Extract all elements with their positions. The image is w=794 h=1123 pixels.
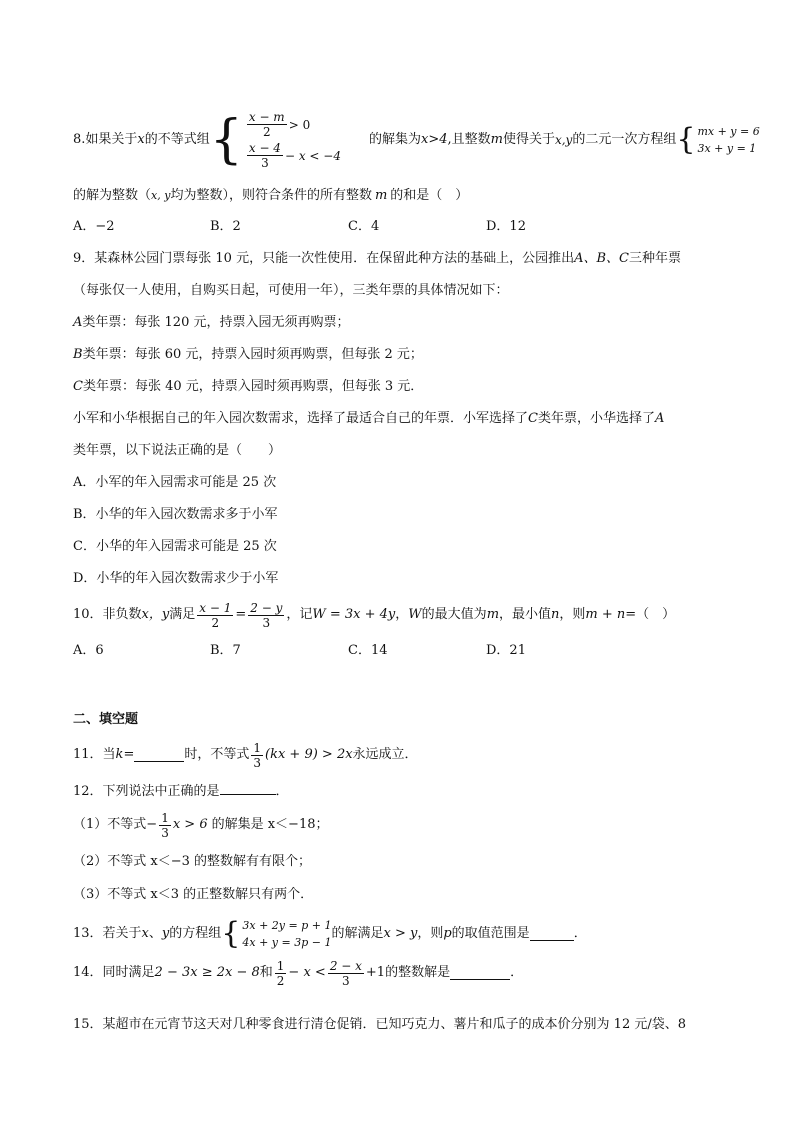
q8-eq2: 3x + y = 1 xyxy=(697,142,757,155)
q8-text: 的二元一次方程组 xyxy=(572,132,677,147)
q9-abc: A、B、C xyxy=(574,251,629,266)
q14-text: 和 xyxy=(259,965,273,980)
q8-ineq1-rhs: > 0 xyxy=(288,117,311,132)
q14-expression: +1 xyxy=(365,965,386,980)
q9-option-b[interactable]: B．小华的年入园次数需求多于小军 xyxy=(73,507,278,522)
q9-option-a[interactable]: A．小军的年入园需求可能是 25 次 xyxy=(73,475,277,490)
q13-var-y: y xyxy=(161,926,170,941)
q10-var-m: m xyxy=(486,607,500,622)
section-title: 二、填空题 xyxy=(73,712,139,727)
question-9-line-1 xyxy=(73,250,681,268)
q12-text: ． xyxy=(275,784,289,799)
q13-equation-system xyxy=(221,917,331,951)
q10-frac1-denominator: 2 xyxy=(211,615,220,630)
q10-text: =（ ） xyxy=(625,607,676,622)
q9-text: 类年票，小华选择了 xyxy=(537,411,655,426)
q8-text: 8.如果关于 xyxy=(73,132,138,147)
q12-frac-numerator: 1 xyxy=(161,810,169,825)
q9-var-c: C xyxy=(73,379,83,394)
q9-type-c xyxy=(73,378,423,396)
question-8-line-1 xyxy=(73,100,760,180)
q10-vars: x，y xyxy=(141,607,170,622)
q13-text: 13．若关于 xyxy=(73,926,142,941)
answer-blank[interactable] xyxy=(450,967,510,980)
q8-option-a[interactable]: A．−2 xyxy=(73,219,115,234)
q12-frac-denominator: 3 xyxy=(161,825,169,840)
q10-equals: = xyxy=(235,607,247,622)
q9-text: 小军和小华根据自己的年入园次数需求，选择了最适合自己的年票．小军选择了 xyxy=(73,411,529,426)
q12-minus: − xyxy=(146,817,158,832)
q9-text: 类年票：每张 40 元，持票入园时须再购票，但每张 3 元． xyxy=(82,379,424,394)
q13-condition: x > y xyxy=(383,926,418,941)
q8-vars-xy: x,y xyxy=(554,133,573,147)
q14-expression: − x < xyxy=(288,965,326,980)
q14-inequality-1: 2 − 3x ≥ 2x − 8 xyxy=(154,965,260,980)
q10-option-b[interactable]: B．7 xyxy=(210,643,241,658)
q8-text: 均为整数），则符合条件的所有整数 xyxy=(170,188,372,203)
q10-text: 满足 xyxy=(169,607,196,622)
q9-var-c: C xyxy=(528,411,538,426)
q10-text: 10．非负数 xyxy=(73,607,142,622)
q14-frac2-denominator: 3 xyxy=(342,973,350,988)
q10-text: ， xyxy=(395,607,409,622)
q12-item-2: （2）不等式 x＜−3 的整数解有有限个； xyxy=(73,854,312,869)
q9-text: 类年票：每张 120 元，持票入园无须再购票； xyxy=(82,315,350,330)
q8-ineq1-denominator: 2 xyxy=(262,125,271,139)
q8-option-b[interactable]: B．2 xyxy=(210,219,241,234)
q8-text: 的解为整数（ xyxy=(73,188,152,203)
question-13 xyxy=(73,914,587,954)
q9-text: 9．某森林公园门票每张 10 元，只能一次性使用．在保留此种方法的基础上，公园推出 xyxy=(73,251,575,266)
q8-text: 使得关于 xyxy=(502,132,555,147)
question-15-line-1: 15．某超市在元宵节这天对几种零食进行清仓促销．已知巧克力、薯片和瓜子的成本价分别为 12 元/袋、8 xyxy=(73,1017,687,1032)
q8-equation-system xyxy=(676,123,759,157)
q13-text: 、 xyxy=(148,926,162,941)
left-brace: { xyxy=(676,122,696,157)
q11-text: 时，不等式 xyxy=(184,747,250,762)
q8-solution: x>4 xyxy=(420,132,448,147)
q8-option-c[interactable]: C．4 xyxy=(348,219,380,234)
q12-text: （1）不等式 xyxy=(73,817,147,832)
question-9-line-6 xyxy=(73,410,664,428)
q9-type-a xyxy=(73,314,349,332)
q12-item-1 xyxy=(73,808,329,842)
q11-text: 11．当 xyxy=(73,747,116,762)
q8-ineq2-numerator: x − 4 xyxy=(248,141,281,155)
q8-vars: x, y xyxy=(151,189,171,202)
q10-text: ，记 xyxy=(286,607,313,622)
q10-option-c[interactable]: C．14 xyxy=(348,643,388,658)
q10-frac1-numerator: x − 1 xyxy=(199,600,232,615)
q13-text: 的取值范围是 xyxy=(451,926,530,941)
q13-text: ，则 xyxy=(417,926,444,941)
q10-var-n: n xyxy=(551,607,560,622)
answer-blank[interactable] xyxy=(530,928,574,941)
q8-option-d[interactable]: D．12 xyxy=(486,219,526,234)
q12-expression: x > 6 xyxy=(172,817,208,832)
q10-sum-mn: m + n xyxy=(585,607,626,622)
q8-text: 的不等式组 xyxy=(144,132,210,147)
q8-ineq2-denominator: 3 xyxy=(261,156,269,170)
question-12-line-1 xyxy=(73,782,289,801)
q13-text: 的方程组 xyxy=(169,926,222,941)
q14-text: 14．同时满足 xyxy=(73,965,155,980)
q9-var-b: B xyxy=(73,347,83,362)
q8-var-m: m xyxy=(374,188,388,203)
q8-inequality-system xyxy=(210,110,341,170)
q13-var-x: x xyxy=(141,926,149,941)
q13-eq2: 4x + y = 3p − 1 xyxy=(242,936,332,949)
q9-option-c[interactable]: C．小华的年入园需求可能是 25 次 xyxy=(73,539,277,554)
left-brace: { xyxy=(209,110,243,170)
q14-text: 的整数解是 xyxy=(385,965,451,980)
q11-var-k: k xyxy=(115,747,124,762)
q10-text: ，最小值 xyxy=(499,607,552,622)
question-9-line-2: （每张仅一人使用，自购买日起，可使用一年），三类年票的具体情况如下： xyxy=(73,283,509,298)
q12-text: 的解集是 x＜−18； xyxy=(211,817,329,832)
q13-eq1: 3x + 2y = p + 1 xyxy=(242,919,332,932)
q8-eq1: mx + y = 6 xyxy=(697,125,760,138)
q14-frac1-numerator: 1 xyxy=(276,958,285,973)
q10-option-a[interactable]: A．6 xyxy=(73,643,104,658)
q11-text: 永远成立． xyxy=(352,747,418,762)
q13-text: 的解满足 xyxy=(331,926,384,941)
q8-ineq1-numerator: x − m xyxy=(248,110,285,124)
q9-option-d[interactable]: D．小华的年入园次数需求少于小军 xyxy=(73,571,279,586)
answer-blank[interactable] xyxy=(134,749,184,762)
q13-text: ． xyxy=(573,926,587,941)
q10-option-d[interactable]: D．21 xyxy=(486,643,526,658)
q10-var-w: W xyxy=(408,607,422,622)
q12-text: 12．下列说法中正确的是 xyxy=(73,784,220,799)
q9-var-a: A xyxy=(73,315,83,330)
question-8-line-2 xyxy=(73,187,468,205)
q9-var-a: A xyxy=(654,411,665,426)
left-brace: { xyxy=(221,916,241,951)
q9-type-b xyxy=(73,346,423,364)
answer-blank[interactable] xyxy=(220,782,276,795)
question-14 xyxy=(73,955,523,991)
q8-text: 的和是（ ） xyxy=(390,188,469,203)
q10-text: 的最大值为 xyxy=(421,607,487,622)
q14-frac1-denominator: 2 xyxy=(276,973,285,988)
q10-frac2-denominator: 3 xyxy=(262,615,271,630)
q9-text: 三种年票 xyxy=(628,251,681,266)
q8-ineq2-rhs: − x < −4 xyxy=(284,148,341,163)
q12-item-3: （3）不等式 x＜3 的正整数解只有两个． xyxy=(73,887,314,902)
q11-frac-numerator: 1 xyxy=(253,740,261,755)
q13-var-p: p xyxy=(443,926,452,941)
q11-equals: = xyxy=(123,747,135,762)
q8-text: ,且整数 xyxy=(447,132,491,147)
q10-w-expression: W = 3x + 4y xyxy=(312,607,396,622)
q10-frac2-numerator: 2 − y xyxy=(250,600,283,615)
q11-frac-denominator: 3 xyxy=(253,755,261,770)
question-11 xyxy=(73,738,418,772)
q8-var-x: x xyxy=(137,132,145,147)
question-10-line-1 xyxy=(73,598,675,632)
q10-text: ，则 xyxy=(559,607,586,622)
q8-var-m: m xyxy=(490,132,503,147)
q9-text: 类年票：每张 60 元，持票入园时须再购票，但每张 2 元； xyxy=(82,347,423,362)
q11-expression: (kx + 9) > 2x xyxy=(265,747,353,762)
q14-text: ． xyxy=(510,965,524,980)
q8-text: 的解集为 xyxy=(368,132,421,147)
question-9-line-7: 类年票，以下说法正确的是（ ） xyxy=(73,443,282,458)
q14-frac2-numerator: 2 − x xyxy=(329,958,362,973)
